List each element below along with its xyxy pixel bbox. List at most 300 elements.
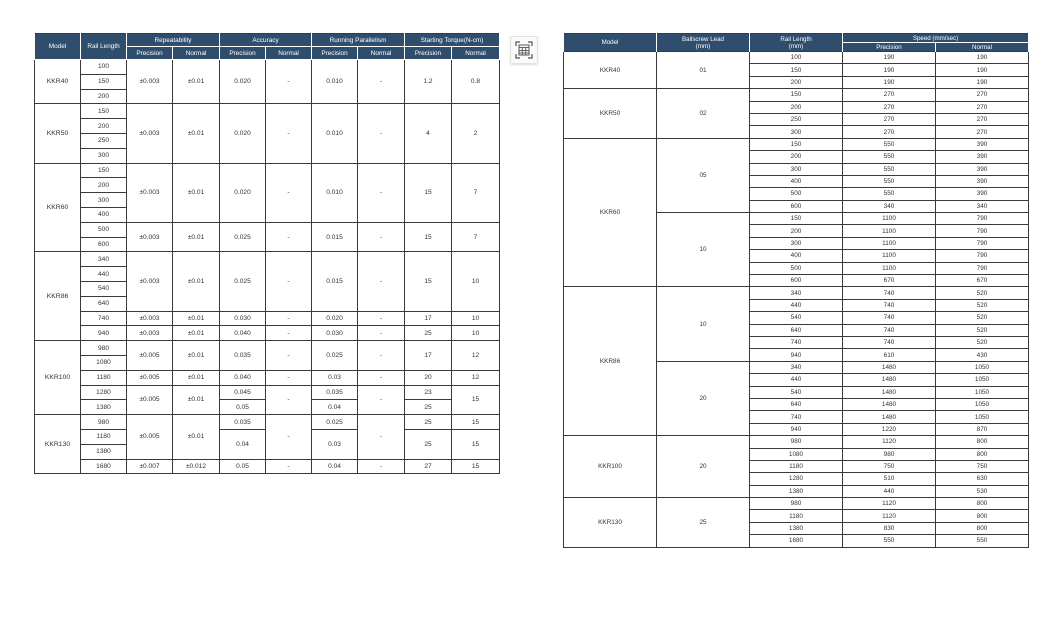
header-model: Model bbox=[564, 34, 657, 52]
header-ballscrew-lead bbox=[657, 34, 750, 52]
table-row bbox=[35, 341, 500, 356]
rail-length-cell: 150 bbox=[750, 89, 843, 101]
model-cell: KKR86 bbox=[564, 287, 657, 436]
speed-normal-cell: 750 bbox=[936, 460, 1029, 472]
running-precision-cell: 0.04 bbox=[312, 459, 358, 474]
rail-length-cell: 500 bbox=[81, 222, 127, 237]
header-precision: Precision bbox=[127, 47, 173, 60]
header-rail-length-line1: Rail Length bbox=[780, 35, 812, 43]
repeatability-normal-cell: ±0.01 bbox=[173, 311, 220, 326]
speed-normal-cell: 870 bbox=[936, 423, 1029, 435]
speed-normal-cell: 1050 bbox=[936, 374, 1029, 386]
model-cell: KKR86 bbox=[35, 252, 81, 341]
accuracy-precision-cell: 0.035 bbox=[220, 341, 266, 371]
speed-precision-cell: 1100 bbox=[843, 237, 936, 249]
rail-length-cell: 740 bbox=[81, 311, 127, 326]
speed-normal-cell: 550 bbox=[936, 535, 1029, 547]
running-precision-cell: 0.035 bbox=[312, 385, 358, 400]
repeatability-precision-cell: ±0.005 bbox=[127, 415, 173, 459]
speed-normal-cell: 790 bbox=[936, 225, 1029, 237]
running-normal-cell: - bbox=[358, 252, 405, 311]
rail-length-cell: 250 bbox=[81, 133, 127, 148]
running-precision-cell: 0.015 bbox=[312, 222, 358, 252]
speed-normal-cell: 800 bbox=[936, 522, 1029, 534]
rail-length-cell: 940 bbox=[81, 326, 127, 341]
rail-length-cell: 340 bbox=[750, 287, 843, 299]
rail-length-cell: 1180 bbox=[81, 429, 127, 444]
speed-normal-cell: 790 bbox=[936, 213, 1029, 225]
speed-precision-cell: 550 bbox=[843, 175, 936, 187]
rail-length-cell: 150 bbox=[750, 213, 843, 225]
table-row bbox=[564, 89, 1029, 101]
torque-normal-cell: 15 bbox=[452, 415, 500, 430]
table-row bbox=[564, 436, 1029, 448]
repeatability-precision-cell: ±0.003 bbox=[127, 326, 173, 341]
speed-normal-cell: 270 bbox=[936, 89, 1029, 101]
header-repeatability: Repeatability bbox=[127, 34, 220, 47]
torque-precision-cell: 25 bbox=[405, 415, 452, 430]
calculator-icon bbox=[515, 41, 533, 59]
ballscrew-lead-cell: 25 bbox=[657, 498, 750, 548]
calculator-button[interactable] bbox=[510, 36, 538, 64]
repeatability-normal-cell: ±0.01 bbox=[173, 104, 220, 163]
torque-normal-cell: 15 bbox=[452, 459, 500, 474]
speed-normal-cell: 1050 bbox=[936, 398, 1029, 410]
header-precision: Precision bbox=[220, 47, 266, 60]
rail-length-cell: 440 bbox=[81, 267, 127, 282]
running-normal-cell: - bbox=[358, 341, 405, 371]
speed-precision-cell: 340 bbox=[843, 200, 936, 212]
speed-precision-cell: 270 bbox=[843, 89, 936, 101]
running-normal-cell: - bbox=[358, 459, 405, 474]
repeatability-precision-cell: ±0.003 bbox=[127, 252, 173, 311]
speed-normal-cell: 520 bbox=[936, 324, 1029, 336]
rail-length-cell: 200 bbox=[750, 225, 843, 237]
rail-length-cell: 540 bbox=[750, 386, 843, 398]
model-cell: KKR100 bbox=[564, 436, 657, 498]
table-row bbox=[35, 163, 500, 178]
accuracy-precision-cell: 0.020 bbox=[220, 60, 266, 104]
rail-length-cell: 150 bbox=[750, 64, 843, 76]
accuracy-precision-cell: 0.030 bbox=[220, 311, 266, 326]
speed-normal-cell: 800 bbox=[936, 448, 1029, 460]
ballscrew-lead-cell: 02 bbox=[657, 89, 750, 139]
accuracy-precision-cell: 0.04 bbox=[220, 429, 266, 459]
repeatability-precision-cell: ±0.003 bbox=[127, 311, 173, 326]
header-rail-length-line2: (mm) bbox=[788, 42, 804, 50]
rail-length-cell: 150 bbox=[81, 104, 127, 119]
rail-length-cell: 640 bbox=[750, 324, 843, 336]
running-precision-cell: 0.03 bbox=[312, 370, 358, 385]
speed-precision-cell: 190 bbox=[843, 76, 936, 88]
torque-precision-cell: 25 bbox=[405, 326, 452, 341]
speed-precision-cell: 550 bbox=[843, 188, 936, 200]
table-row bbox=[35, 222, 500, 237]
rail-length-cell: 300 bbox=[81, 193, 127, 208]
accuracy-precision-cell: 0.020 bbox=[220, 163, 266, 222]
header-normal: Normal bbox=[266, 47, 312, 60]
rail-length-cell: 640 bbox=[750, 398, 843, 410]
speed-precision-cell: 510 bbox=[843, 473, 936, 485]
repeatability-precision-cell: ±0.003 bbox=[127, 60, 173, 104]
model-cell: KKR40 bbox=[35, 60, 81, 104]
ballscrew-lead-cell: 01 bbox=[657, 52, 750, 89]
speed-precision-cell: 740 bbox=[843, 299, 936, 311]
running-precision-cell: 0.015 bbox=[312, 252, 358, 311]
running-precision-cell: 0.04 bbox=[312, 400, 358, 415]
accuracy-normal-cell: - bbox=[266, 222, 312, 252]
torque-normal-cell: 12 bbox=[452, 370, 500, 385]
rail-length-cell: 300 bbox=[81, 148, 127, 163]
header-normal: Normal bbox=[452, 47, 500, 60]
rail-length-cell: 200 bbox=[750, 101, 843, 113]
torque-normal-cell: 10 bbox=[452, 326, 500, 341]
repeatability-normal-cell: ±0.01 bbox=[173, 163, 220, 222]
ballscrew-lead-cell: 10 bbox=[657, 213, 750, 287]
speed-normal-cell: 800 bbox=[936, 498, 1029, 510]
speed-precision-cell: 1480 bbox=[843, 361, 936, 373]
accuracy-normal-cell: - bbox=[266, 459, 312, 474]
torque-normal-cell: 7 bbox=[452, 163, 500, 222]
table-row bbox=[564, 138, 1029, 150]
accuracy-normal-cell: - bbox=[266, 104, 312, 163]
speed-normal-cell: 520 bbox=[936, 312, 1029, 324]
running-precision-cell: 0.025 bbox=[312, 341, 358, 371]
header-ballscrew-lead-line1: Ballscrew Lead bbox=[682, 35, 724, 43]
table-row bbox=[35, 415, 500, 430]
speed-normal-cell: 390 bbox=[936, 151, 1029, 163]
speed-precision-cell: 1480 bbox=[843, 386, 936, 398]
speed-normal-cell: 270 bbox=[936, 101, 1029, 113]
ballscrew-lead-cell: 05 bbox=[657, 138, 750, 212]
speed-precision-cell: 670 bbox=[843, 275, 936, 287]
running-normal-cell: - bbox=[358, 104, 405, 163]
running-precision-cell: 0.025 bbox=[312, 415, 358, 430]
speed-normal-cell: 1050 bbox=[936, 386, 1029, 398]
repeatability-precision-cell: ±0.003 bbox=[127, 104, 173, 163]
table-row bbox=[35, 385, 500, 400]
torque-precision-cell: 23 bbox=[405, 385, 452, 400]
rail-length-cell: 400 bbox=[750, 175, 843, 187]
torque-precision-cell: 15 bbox=[405, 222, 452, 252]
rail-length-cell: 1180 bbox=[81, 370, 127, 385]
speed-precision-cell: 740 bbox=[843, 312, 936, 324]
model-cell: KKR50 bbox=[564, 89, 657, 139]
running-normal-cell: - bbox=[358, 415, 405, 459]
rail-length-cell: 1180 bbox=[750, 460, 843, 472]
rail-length-cell: 300 bbox=[750, 126, 843, 138]
rail-length-cell: 740 bbox=[750, 336, 843, 348]
speed-precision-cell: 740 bbox=[843, 287, 936, 299]
speed-precision-cell: 190 bbox=[843, 64, 936, 76]
accuracy-precision-cell: 0.045 bbox=[220, 385, 266, 400]
torque-precision-cell: 25 bbox=[405, 400, 452, 415]
accuracy-normal-cell: - bbox=[266, 163, 312, 222]
rail-length-cell: 440 bbox=[750, 299, 843, 311]
accuracy-normal-cell: - bbox=[266, 341, 312, 371]
repeatability-precision-cell: ±0.003 bbox=[127, 163, 173, 222]
speed-precision-cell: 1480 bbox=[843, 398, 936, 410]
header-precision: Precision bbox=[843, 43, 936, 52]
rail-length-cell: 1080 bbox=[81, 355, 127, 370]
torque-precision-cell: 1.2 bbox=[405, 60, 452, 104]
rail-length-cell: 1380 bbox=[81, 444, 127, 459]
rail-length-cell: 300 bbox=[750, 237, 843, 249]
ballscrew-lead-cell: 20 bbox=[657, 436, 750, 498]
rail-length-cell: 940 bbox=[750, 423, 843, 435]
running-normal-cell: - bbox=[358, 326, 405, 341]
speed-normal-cell: 390 bbox=[936, 138, 1029, 150]
speed-normal-cell: 520 bbox=[936, 299, 1029, 311]
rail-length-cell: 150 bbox=[750, 138, 843, 150]
speed-spec-table bbox=[563, 33, 1029, 548]
header-starting-torque: Starting Torque(N-cm) bbox=[405, 34, 500, 47]
torque-normal-cell: 15 bbox=[452, 429, 500, 459]
speed-normal-cell: 340 bbox=[936, 200, 1029, 212]
speed-precision-cell: 550 bbox=[843, 138, 936, 150]
speed-normal-cell: 670 bbox=[936, 275, 1029, 287]
rail-length-cell: 100 bbox=[750, 52, 843, 64]
repeatability-normal-cell: ±0.01 bbox=[173, 370, 220, 385]
repeatability-precision-cell: ±0.005 bbox=[127, 385, 173, 415]
torque-precision-cell: 4 bbox=[405, 104, 452, 163]
torque-precision-cell: 27 bbox=[405, 459, 452, 474]
accuracy-normal-cell: - bbox=[266, 370, 312, 385]
speed-precision-cell: 1120 bbox=[843, 436, 936, 448]
speed-precision-cell: 550 bbox=[843, 151, 936, 163]
speed-normal-cell: 1050 bbox=[936, 411, 1029, 423]
accuracy-normal-cell: - bbox=[266, 252, 312, 311]
header-speed: Speed (mm/sec) bbox=[843, 34, 1029, 43]
table-row bbox=[564, 287, 1029, 299]
header-precision: Precision bbox=[405, 47, 452, 60]
header-rail-length bbox=[750, 34, 843, 52]
speed-precision-cell: 740 bbox=[843, 324, 936, 336]
speed-normal-cell: 390 bbox=[936, 175, 1029, 187]
rail-length-cell: 980 bbox=[750, 436, 843, 448]
repeatability-normal-cell: ±0.01 bbox=[173, 252, 220, 311]
model-cell: KKR130 bbox=[35, 415, 81, 474]
speed-precision-cell: 1100 bbox=[843, 250, 936, 262]
rail-length-cell: 100 bbox=[81, 60, 127, 75]
speed-normal-cell: 630 bbox=[936, 473, 1029, 485]
speed-precision-cell: 1480 bbox=[843, 411, 936, 423]
repeatability-precision-cell: ±0.007 bbox=[127, 459, 173, 474]
rail-length-cell: 1380 bbox=[750, 485, 843, 497]
rail-length-cell: 200 bbox=[81, 119, 127, 134]
torque-normal-cell: 7 bbox=[452, 222, 500, 252]
speed-precision-cell: 830 bbox=[843, 522, 936, 534]
model-cell: KKR50 bbox=[35, 104, 81, 163]
speed-precision-cell: 1120 bbox=[843, 510, 936, 522]
speed-normal-cell: 790 bbox=[936, 250, 1029, 262]
torque-normal-cell: 2 bbox=[452, 104, 500, 163]
table-row bbox=[35, 459, 500, 474]
speed-normal-cell: 390 bbox=[936, 188, 1029, 200]
speed-normal-cell: 520 bbox=[936, 336, 1029, 348]
repeatability-precision-cell: ±0.003 bbox=[127, 222, 173, 252]
accuracy-normal-cell: - bbox=[266, 385, 312, 415]
table-row bbox=[35, 60, 500, 75]
speed-normal-cell: 270 bbox=[936, 113, 1029, 125]
speed-precision-cell: 190 bbox=[843, 52, 936, 64]
torque-normal-cell: 15 bbox=[452, 385, 500, 415]
speed-precision-cell: 1100 bbox=[843, 213, 936, 225]
rail-length-cell: 150 bbox=[81, 74, 127, 89]
header-accuracy: Accuracy bbox=[220, 34, 312, 47]
model-cell: KKR60 bbox=[564, 138, 657, 287]
torque-normal-cell: 10 bbox=[452, 252, 500, 311]
running-normal-cell: - bbox=[358, 385, 405, 415]
speed-normal-cell: 800 bbox=[936, 436, 1029, 448]
accuracy-normal-cell: - bbox=[266, 326, 312, 341]
running-normal-cell: - bbox=[358, 222, 405, 252]
rail-length-cell: 250 bbox=[750, 113, 843, 125]
header-normal: Normal bbox=[358, 47, 405, 60]
rail-length-cell: 740 bbox=[750, 411, 843, 423]
rail-length-cell: 640 bbox=[81, 296, 127, 311]
speed-precision-cell: 550 bbox=[843, 535, 936, 547]
rail-length-cell: 980 bbox=[81, 341, 127, 356]
torque-precision-cell: 17 bbox=[405, 311, 452, 326]
table-row bbox=[35, 104, 500, 119]
rail-length-cell: 1280 bbox=[750, 473, 843, 485]
speed-precision-cell: 750 bbox=[843, 460, 936, 472]
ballscrew-lead-cell: 20 bbox=[657, 361, 750, 435]
rail-length-cell: 940 bbox=[750, 349, 843, 361]
speed-normal-cell: 530 bbox=[936, 485, 1029, 497]
speed-normal-cell: 270 bbox=[936, 126, 1029, 138]
speed-normal-cell: 790 bbox=[936, 262, 1029, 274]
torque-precision-cell: 17 bbox=[405, 341, 452, 371]
table-row bbox=[564, 52, 1029, 64]
running-normal-cell: - bbox=[358, 370, 405, 385]
running-precision-cell: 0.020 bbox=[312, 311, 358, 326]
rail-length-cell: 980 bbox=[81, 415, 127, 430]
rail-length-cell: 150 bbox=[81, 163, 127, 178]
rail-length-cell: 1380 bbox=[81, 400, 127, 415]
rail-length-cell: 1280 bbox=[81, 385, 127, 400]
speed-precision-cell: 1120 bbox=[843, 498, 936, 510]
rail-length-cell: 200 bbox=[81, 89, 127, 104]
table-row bbox=[35, 252, 500, 267]
torque-precision-cell: 15 bbox=[405, 252, 452, 311]
torque-precision-cell: 15 bbox=[405, 163, 452, 222]
accuracy-precision-cell: 0.025 bbox=[220, 222, 266, 252]
rail-length-cell: 500 bbox=[750, 262, 843, 274]
accuracy-precision-cell: 0.040 bbox=[220, 326, 266, 341]
header-rail-length bbox=[81, 34, 127, 60]
header-normal: Normal bbox=[936, 43, 1029, 52]
model-cell: KKR40 bbox=[564, 52, 657, 89]
accuracy-precision-cell: 0.020 bbox=[220, 104, 266, 163]
speed-normal-cell: 190 bbox=[936, 76, 1029, 88]
speed-normal-cell: 520 bbox=[936, 287, 1029, 299]
speed-normal-cell: 430 bbox=[936, 349, 1029, 361]
speed-normal-cell: 190 bbox=[936, 52, 1029, 64]
rail-length-cell: 1380 bbox=[750, 522, 843, 534]
table-row bbox=[564, 498, 1029, 510]
accuracy-normal-cell: - bbox=[266, 415, 312, 459]
accuracy-normal-cell: - bbox=[266, 60, 312, 104]
repeatability-normal-cell: ±0.012 bbox=[173, 459, 220, 474]
model-cell: KKR130 bbox=[564, 498, 657, 548]
accuracy-precision-cell: 0.025 bbox=[220, 252, 266, 311]
speed-precision-cell: 610 bbox=[843, 349, 936, 361]
speed-normal-cell: 190 bbox=[936, 64, 1029, 76]
header-precision: Precision bbox=[312, 47, 358, 60]
torque-precision-cell: 25 bbox=[405, 429, 452, 459]
running-precision-cell: 0.010 bbox=[312, 104, 358, 163]
torque-precision-cell: 20 bbox=[405, 370, 452, 385]
rail-length-cell: 1080 bbox=[750, 448, 843, 460]
torque-normal-cell: 12 bbox=[452, 341, 500, 371]
speed-normal-cell: 390 bbox=[936, 163, 1029, 175]
rail-length-cell: 540 bbox=[750, 312, 843, 324]
accuracy-spec-table bbox=[34, 33, 500, 474]
rail-length-cell: 600 bbox=[81, 237, 127, 252]
speed-normal-cell: 800 bbox=[936, 510, 1029, 522]
rail-length-cell: 600 bbox=[750, 275, 843, 287]
repeatability-normal-cell: ±0.01 bbox=[173, 326, 220, 341]
table-row bbox=[35, 326, 500, 341]
repeatability-normal-cell: ±0.01 bbox=[173, 341, 220, 371]
rail-length-cell: 200 bbox=[750, 151, 843, 163]
speed-precision-cell: 1100 bbox=[843, 262, 936, 274]
header-running-parallelism: Running Parallelism bbox=[312, 34, 405, 47]
repeatability-normal-cell: ±0.01 bbox=[173, 222, 220, 252]
rail-length-cell: 540 bbox=[81, 281, 127, 296]
rail-length-cell: 1680 bbox=[750, 535, 843, 547]
header-ballscrew-lead-line2: (mm) bbox=[695, 42, 711, 50]
header-normal: Normal bbox=[173, 47, 220, 60]
ballscrew-lead-cell: 10 bbox=[657, 287, 750, 361]
rail-length-cell: 400 bbox=[750, 250, 843, 262]
repeatability-precision-cell: ±0.005 bbox=[127, 341, 173, 371]
running-precision-cell: 0.030 bbox=[312, 326, 358, 341]
rail-length-cell: 200 bbox=[81, 178, 127, 193]
speed-precision-cell: 1220 bbox=[843, 423, 936, 435]
table-row bbox=[35, 311, 500, 326]
speed-precision-cell: 980 bbox=[843, 448, 936, 460]
accuracy-precision-cell: 0.05 bbox=[220, 400, 266, 415]
rail-length-cell: 440 bbox=[750, 374, 843, 386]
repeatability-precision-cell: ±0.005 bbox=[127, 370, 173, 385]
speed-precision-cell: 270 bbox=[843, 113, 936, 125]
running-precision-cell: 0.010 bbox=[312, 163, 358, 222]
rail-length-cell: 340 bbox=[750, 361, 843, 373]
running-precision-cell: 0.03 bbox=[312, 429, 358, 459]
speed-precision-cell: 1480 bbox=[843, 374, 936, 386]
table-row bbox=[35, 370, 500, 385]
accuracy-precision-cell: 0.05 bbox=[220, 459, 266, 474]
speed-precision-cell: 1100 bbox=[843, 225, 936, 237]
header-model: Model bbox=[35, 34, 81, 60]
running-normal-cell: - bbox=[358, 60, 405, 104]
running-normal-cell: - bbox=[358, 163, 405, 222]
header-rail-length-text: Rail Length bbox=[87, 42, 120, 50]
rail-length-cell: 1180 bbox=[750, 510, 843, 522]
model-cell: KKR100 bbox=[35, 341, 81, 415]
model-cell: KKR60 bbox=[35, 163, 81, 252]
speed-precision-cell: 440 bbox=[843, 485, 936, 497]
rail-length-cell: 200 bbox=[750, 76, 843, 88]
accuracy-normal-cell: - bbox=[266, 311, 312, 326]
torque-normal-cell: 10 bbox=[452, 311, 500, 326]
rail-length-cell: 500 bbox=[750, 188, 843, 200]
accuracy-precision-cell: 0.035 bbox=[220, 415, 266, 430]
repeatability-normal-cell: ±0.01 bbox=[173, 60, 220, 104]
